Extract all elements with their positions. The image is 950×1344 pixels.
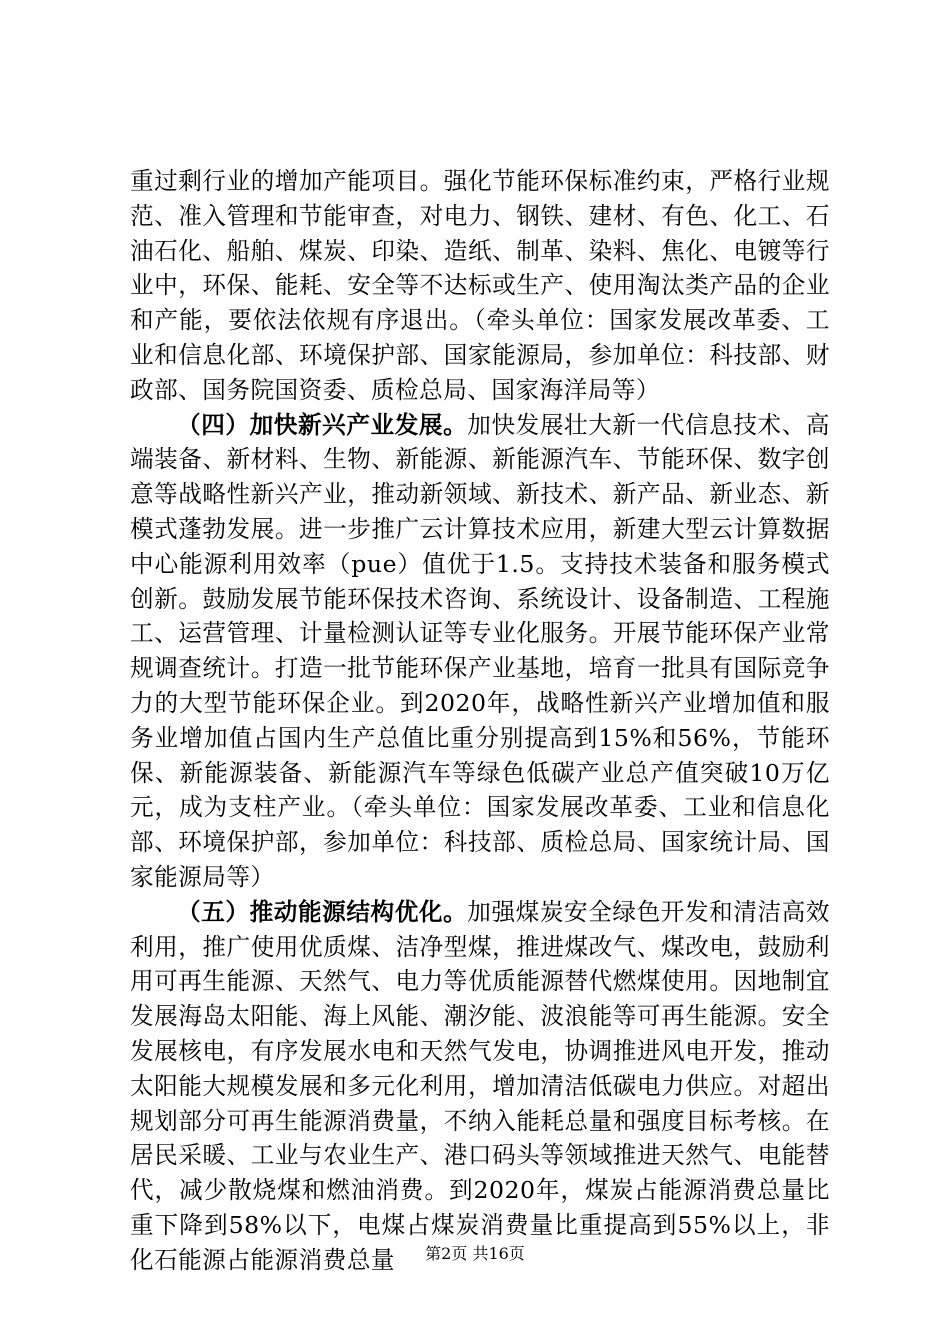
document-body — [130, 164, 830, 1278]
paragraph-1 — [130, 164, 830, 408]
section-heading-5: （五）推动能源结构优化。 — [177, 897, 468, 926]
paragraph-1-text: 重过剩行业的增加产能项目。强化节能环保标准约束，严格行业规范、准入管理和节能审查，对电力、钢铁、建材、有色、化工、石油石化、船舶、煤炭、印染、造纸、制革、染料、焦化、电镀等行业中，环保、能耗、安全等不达标或生产、使用淘汰类产品的企业和产能，要依法依规有序退出。（牵头单位：国家发展改革委、工业和信息化部、环境保护部、国家能源局，参加单位：科技部、财政部、国务院国资委、质检总局、国家海洋局等） — [130, 167, 830, 404]
paragraph-2-text: 加快发展壮大新一代信息技术、高端装备、新材料、生物、新能源、新能源汽车、节能环保、数字创意等战略性新兴产业，推动新领域、新技术、新产品、新业态、新模式蓬勃发展。进一步推广云计算技术应用，新建大型云计算数据中心能源利用效率（pue）值优于1.5。支持技术装备和服务模式创新。鼓励发展节能环保技术咨询、系统设计、设备制造、工程施工、运营管理、计量检测认证等专业化服务。开展节能环保产业常规调查统计。打造一批节能环保产业基地，培育一批具有国际竞争力的大型节能环保企业。到2020年，战略性新兴产业增加值和服务业增加值占国内生产总值比重分别提高到15%和56%，节能环保、新能源装备、新能源汽车等绿色低碳产业总产值突破10万亿元，成为支柱产业。（牵头单位：国家发展改革委、工业和信息化部、环境保护部，参加单位：科技部、质检总局、国家统计局、国家能源局等） — [130, 410, 830, 891]
paragraph-3 — [130, 895, 830, 1278]
section-heading-4: （四）加快新兴产业发展。 — [177, 410, 468, 439]
page-footer — [0, 1244, 950, 1264]
paragraph-3-text: 加强煤炭安全绿色开发和清洁高效利用，推广使用优质煤、洁净型煤，推进煤改气、煤改电，鼓励利用可再生能源、天然气、电力等优质能源替代燃煤使用。因地制宜发展海岛太阳能、海上风能、潮汐能、波浪能等可再生能源。安全发展核电，有序发展水电和天然气发电，协调推进风电开发，推动太阳能大规模发展和多元化利用，增加清洁低碳电力供应。对超出规划部分可再生能源消费量，不纳入能耗总量和强度目标考核。在居民采暖、工业与农业生产、港口码头等领域推进天然气、电能替代，减少散烧煤和燃油消费。到2020年，煤炭占能源消费总量比重下降到58%以下，电煤占煤炭消费量比重提高到55%以上，非化石能源占能源消费总量 — [130, 897, 830, 1274]
page-number: 第2页 共16页 — [425, 1244, 525, 1263]
paragraph-2 — [130, 408, 830, 895]
